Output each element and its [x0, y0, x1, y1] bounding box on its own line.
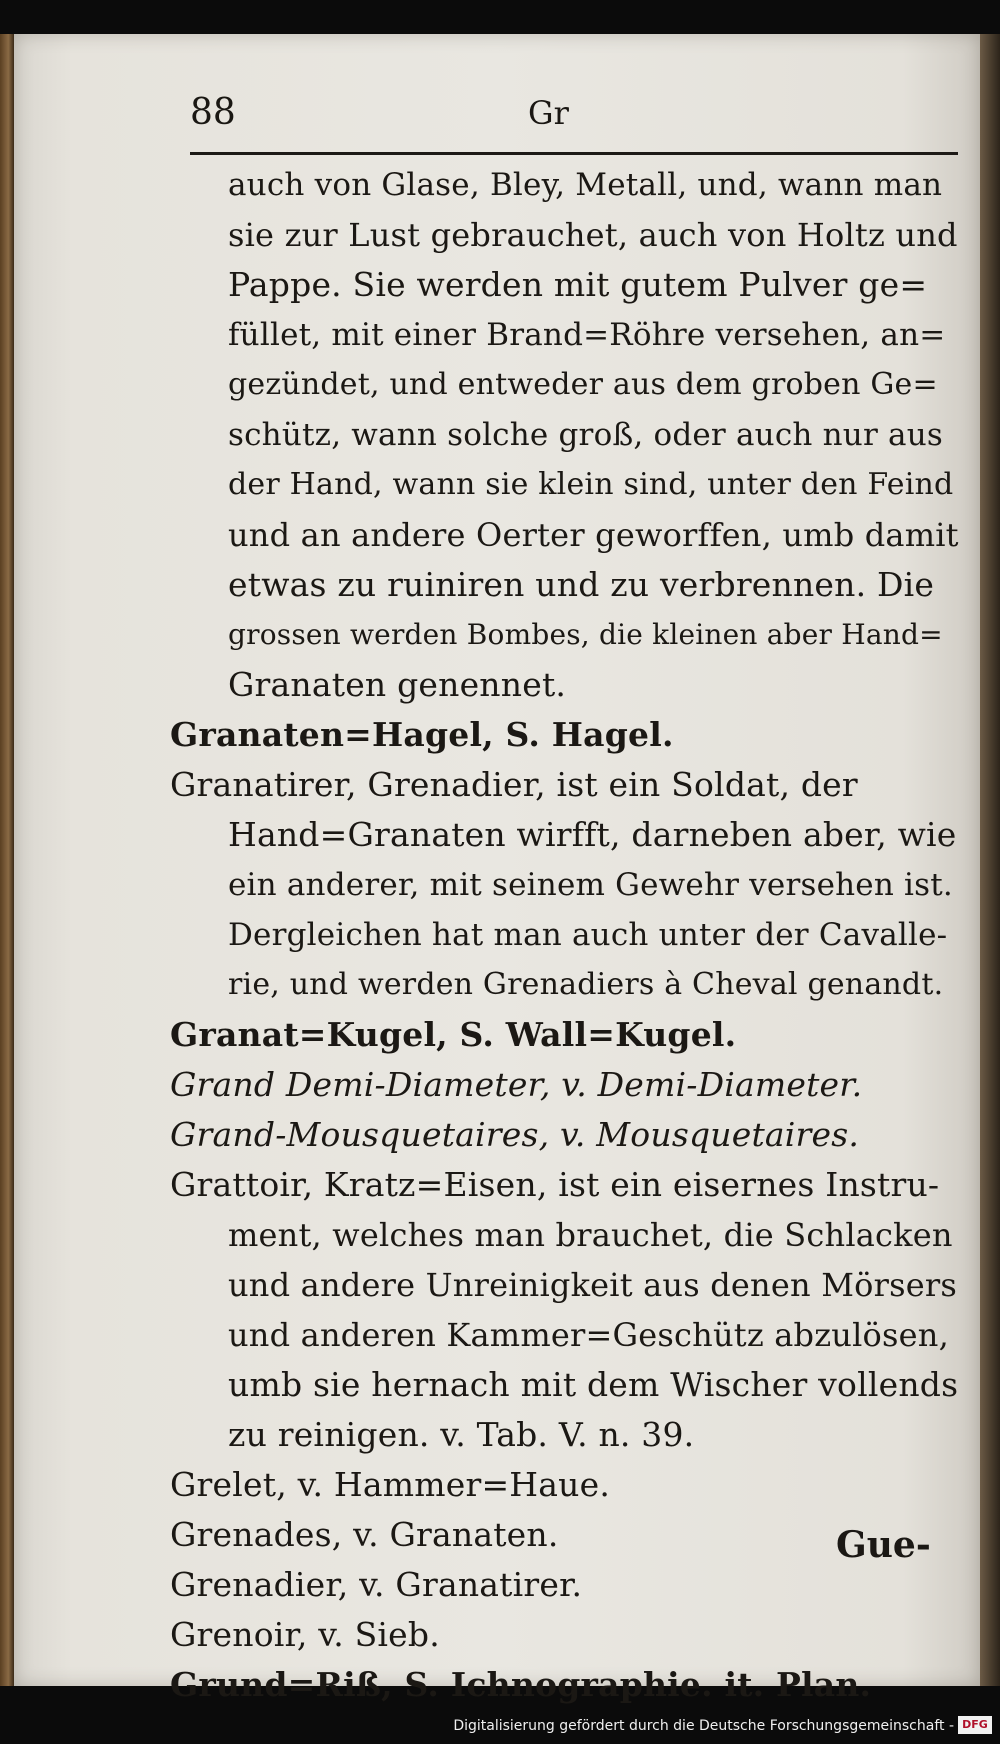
- text-line: Grattoir, Kratz=Eisen, ist ein eisernes Instru-: [170, 1165, 940, 1204]
- text-line: Grand-Mousquetaires, v. Mousquetaires.: [170, 1115, 860, 1154]
- running-head: Gr: [528, 94, 569, 132]
- text-line: und an andere Oerter geworffen, umb damit: [228, 516, 959, 554]
- text-line: ein anderer, mit seinem Gewehr versehen ist.: [228, 867, 953, 903]
- text-line: der Hand, wann sie klein sind, unter den Feind: [228, 467, 954, 502]
- text-line: und andere Unreinigkeit aus denen Mörsers: [228, 1266, 957, 1304]
- header-rule: [190, 152, 958, 155]
- text-line: sie zur Lust gebrauchet, auch von Holtz und: [228, 216, 958, 254]
- text-line: Granat=Kugel, S. Wall=Kugel.: [170, 1015, 737, 1054]
- text-line: auch von Glase, Bley, Metall, und, wann man: [228, 167, 943, 203]
- text-line: Grund=Riß, S. Ichnographie. it. Plan.: [170, 1665, 872, 1704]
- text-line: umb sie hernach mit dem Wischer vollends: [228, 1365, 959, 1404]
- text-line: Grelet, v. Hammer=Haue.: [170, 1465, 611, 1504]
- text-line: Granaten genennet.: [228, 665, 567, 704]
- page-edge: [980, 34, 1000, 1686]
- text-line: füllet, mit einer Brand=Röhre versehen, an=: [228, 317, 946, 353]
- text-line: ment, welches man brauchet, die Schlacken: [228, 1216, 953, 1254]
- book-spine: [0, 34, 14, 1686]
- text-line: Dergleichen hat man auch unter der Cavalle-: [228, 917, 948, 953]
- text-line: Granatirer, Grenadier, ist ein Soldat, der: [170, 765, 858, 804]
- text-line: Grenadier, v. Granatirer.: [170, 1565, 583, 1604]
- body-text: [170, 160, 960, 1710]
- text-line: rie, und werden Grenadiers à Cheval genandt.: [228, 967, 944, 1002]
- text-line: Hand=Granaten wirfft, darneben aber, wie: [228, 815, 957, 854]
- text-line: Pappe. Sie werden mit gutem Pulver ge=: [228, 265, 928, 304]
- page-number: 88: [190, 92, 236, 133]
- dfg-logo: DFG: [958, 1716, 992, 1734]
- text-line: schütz, wann solche groß, oder auch nur aus: [228, 417, 943, 453]
- text-line: Granaten=Hagel, S. Hagel.: [170, 715, 674, 754]
- text-line: grossen werden Bombes, die kleinen aber Hand=: [228, 618, 943, 651]
- text-line: gezündet, und entweder aus dem groben Ge=: [228, 367, 938, 402]
- text-line: etwas zu ruiniren und zu verbrennen. Die: [228, 565, 935, 604]
- page-header: [176, 92, 956, 140]
- catchword: Gue-: [836, 1524, 931, 1566]
- digitization-credit: Digitalisierung gefördert durch die Deutsche Forschungsgemeinschaft -: [453, 1718, 954, 1734]
- text-line: Grand Demi-Diameter, v. Demi-Diameter.: [170, 1065, 863, 1104]
- text-line: zu reinigen. v. Tab. V. n. 39.: [228, 1415, 695, 1454]
- text-line: Grenoir, v. Sieb.: [170, 1615, 440, 1654]
- text-line: und anderen Kammer=Geschütz abzulösen,: [228, 1316, 949, 1354]
- text-line: Grenades, v. Granaten.: [170, 1515, 559, 1554]
